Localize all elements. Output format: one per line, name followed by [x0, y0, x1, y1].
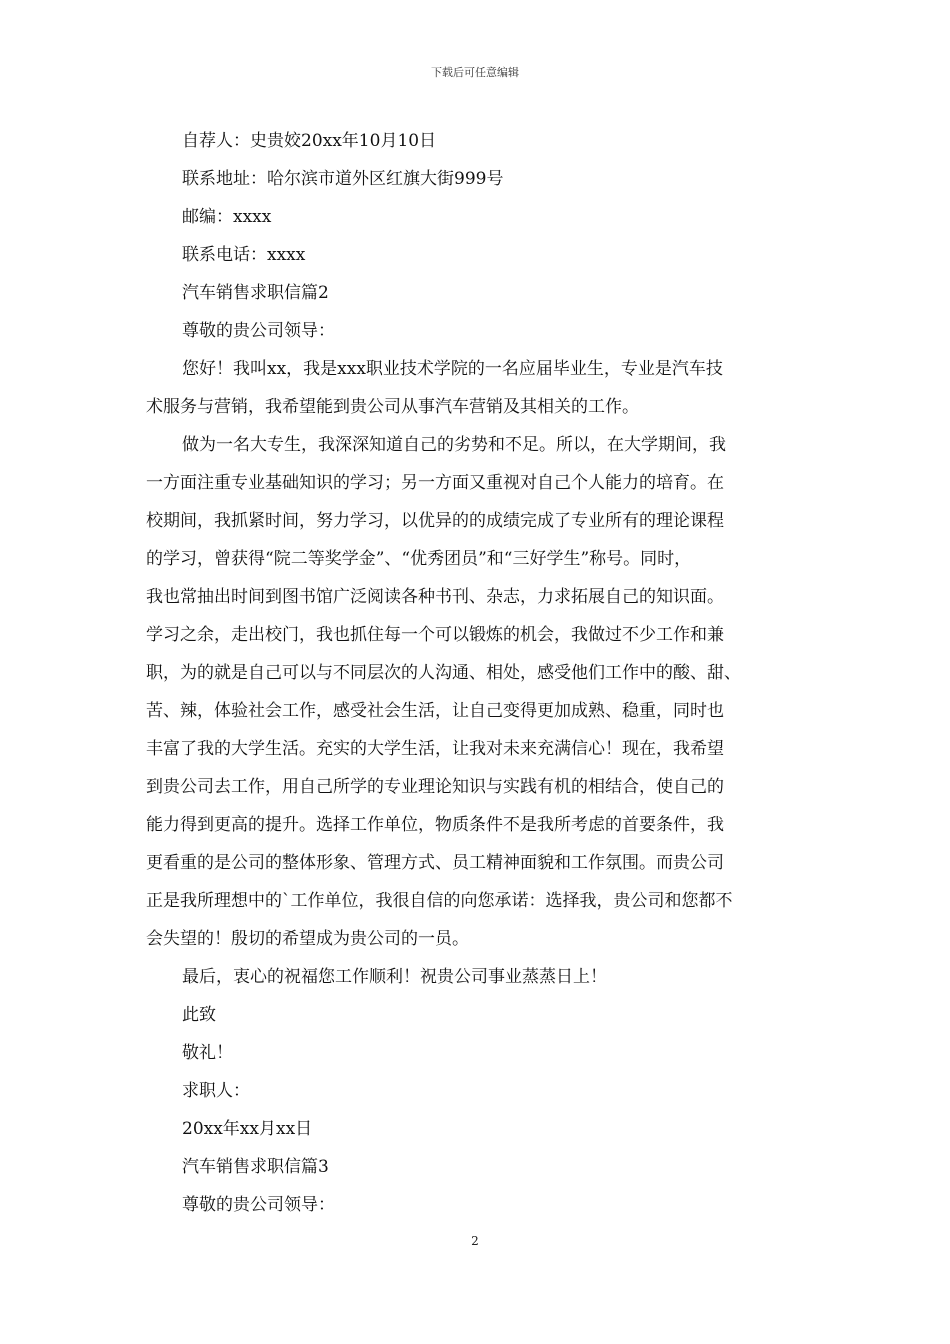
date-line: 20xx年xx月xx日 [182, 1119, 313, 1139]
section-title-2: 汽车销售求职信篇2 [182, 283, 329, 303]
para2-line-4: 的学习，曾获得“院二等奖学金”、“优秀团员”和“三好学生”称号。同时， [146, 549, 692, 569]
contact-phone-line: 联系电话：xxxx [182, 245, 306, 265]
closing-jingli: 敬礼！ [182, 1043, 233, 1063]
closing-cizhi: 此致 [182, 1005, 216, 1025]
page-number: 2 [471, 1234, 479, 1248]
para2-line-6: 学习之余，走出校门，我也抓住每一个可以锻炼的机会，我做过不少工作和兼 [146, 625, 724, 645]
para2-line-10: 到贵公司去工作，用自己所学的专业理论知识与实践有机的相结合，使自己的 [146, 777, 724, 797]
postal-code-line: 邮编：xxxx [182, 207, 272, 227]
para2-line-13: 正是我所理想中的`工作单位，我很自信的向您承诺：选择我，贵公司和您都不 [146, 891, 733, 911]
closing-wish-line: 最后，衷心的祝福您工作顺利！祝贵公司事业蒸蒸日上！ [182, 967, 607, 987]
para2-line-8: 苦、辣，体验社会工作，感受社会生活，让自己变得更加成熟、稳重，同时也 [146, 701, 724, 721]
para2-line-1: 做为一名大专生，我深深知道自己的劣势和不足。所以，在大学期间，我 [182, 435, 726, 455]
salutation-line-3: 尊敬的贵公司领导： [182, 1195, 335, 1215]
page-header-note: 下载后可任意编辑 [431, 66, 519, 79]
section-title-3: 汽车销售求职信篇3 [182, 1157, 329, 1177]
salutation-line: 尊敬的贵公司领导： [182, 321, 335, 341]
para2-line-9: 丰富了我的大学生活。充实的大学生活，让我对未来充满信心！现在，我希望 [146, 739, 724, 759]
para2-line-2: 一方面注重专业基础知识的学习；另一方面又重视对自己个人能力的培育。在 [146, 473, 724, 493]
para2-line-3: 校期间，我抓紧时间，努力学习，以优异的的成绩完成了专业所有的理论课程 [146, 511, 724, 531]
para1-line-2: 术服务与营销，我希望能到贵公司从事汽车营销及其相关的工作。 [146, 397, 639, 417]
para2-line-5: 我也常抽出时间到图书馆广泛阅读各种书刊、杂志，力求拓展自己的知识面。 [146, 587, 724, 607]
para1-line-1: 您好！我叫xx，我是xxx职业技术学院的一名应届毕业生，专业是汽车技 [182, 359, 723, 379]
para2-line-14: 会失望的！殷切的希望成为贵公司的一员。 [146, 929, 469, 949]
document-body [146, 122, 810, 1224]
contact-address-line: 联系地址：哈尔滨市道外区红旗大街999号 [182, 169, 504, 189]
para2-line-11: 能力得到更高的提升。选择工作单位，物质条件不是我所考虑的首要条件，我 [146, 815, 724, 835]
para2-line-7: 职，为的就是自己可以与不同层次的人沟通、相处，感受他们工作中的酸、甜、 [146, 663, 741, 683]
self-recommender-line: 自荐人：史贵姣20xx年10月10日 [182, 131, 437, 151]
applicant-label: 求职人： [182, 1081, 250, 1101]
para2-line-12: 更看重的是公司的整体形象、管理方式、员工精神面貌和工作氛围。而贵公司 [146, 853, 724, 873]
